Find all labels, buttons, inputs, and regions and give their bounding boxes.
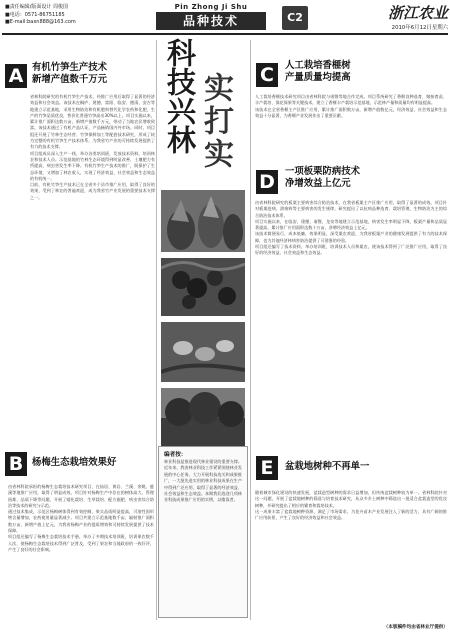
- header-rule: [2, 33, 448, 35]
- divider-vertical-right: [250, 40, 251, 620]
- issue-date: 2010年6月12日星期六: [391, 25, 448, 31]
- article-a-headline: [32, 62, 147, 86]
- phone-info: ■电话：0571-86751185: [5, 11, 65, 18]
- article-d-headline: [285, 166, 445, 190]
- feature-title-right: 实打实: [198, 72, 233, 171]
- page-number-badge: [282, 6, 308, 30]
- header-info-block: [5, 4, 125, 27]
- photo-bamboo-shoots: [161, 190, 245, 252]
- chestnut-forest-image: [161, 388, 245, 446]
- bamboo-shoots-image: [161, 190, 245, 252]
- article-c-body: 人工栽培香榧技术研究项目由省林科院与诸暨等地合作完成。项目系统研究了香榧良种选育、嫁接育苗、丰产栽培、保花保果等关键技术，建立了香榧丰产栽培示范基地，示范林产量和质量均有明显提高。 该技术在全省香榧主产区推广应用，累计推广面积数万亩，新增产值数亿元，经济效益、社会效益和生态效益十分显著，为香榧产业发展作出了重要贡献。: [255, 94, 447, 118]
- section-letter-b: B: [5, 452, 27, 476]
- photo-chestnut-forest: [161, 388, 245, 446]
- photo-torreya-nuts: [161, 322, 245, 382]
- page-number: C2: [287, 11, 303, 24]
- editor-note-body: 林业科技是推进现代林业建设的重要支撑。近年来，我省林业科技工作紧紧围绕林业发展的中心任务，大力开展科技攻关和成果推广，一大批先进实用的林业科技成果在生产中得到广泛应用，取得了显著的经济效益、社会效益和生态效益。本期我们选登几项林业科技成果推广应用的实例，以飨读者。: [164, 459, 242, 503]
- email-info: ■E-mail:baxn888@163.com: [5, 19, 76, 25]
- article-b-title: 杨梅生态栽培效果好: [32, 457, 117, 468]
- article-c-title-line2: 产量质量均提高: [285, 72, 351, 83]
- footer-source-note: （本版稿件均由省林业厅提供）: [383, 625, 448, 630]
- column-title: 品种技术: [156, 12, 266, 30]
- section-letter-e: E: [256, 456, 278, 480]
- torreya-nuts-image: [161, 322, 245, 382]
- column-banner: [156, 2, 266, 32]
- article-e-title: 盆栽地树种不再单一: [285, 461, 370, 472]
- editor-info: ■责任编辑/版面设计 周俊国: [5, 4, 68, 10]
- article-a-title-line2: 新增产值数千万元: [32, 74, 108, 85]
- article-e-body: 随着城市绿化建设的快速发展，盆栽造型树种的需求日益增加，但传统盆栽树种较为单一。省林科院针对这一问题，开展了盆栽地树种的筛选与培育技术研究，从众多乡土树种中筛选出一批适合盆栽造型的优良树种，并研究提出了相应的繁育和栽培技术。 这一成果丰富了盆栽地树种资源，满足了市场需求，为花卉苗木产业发展注入了新的活力，具有广阔的推广应用前景，产生了良好的经济效益和社会效益。: [255, 490, 447, 521]
- feature-title-left: 科技兴林: [163, 38, 197, 154]
- bayberry-image: [161, 258, 245, 316]
- editor-note-box: [158, 446, 248, 618]
- section-letter-d: D: [256, 170, 278, 194]
- paper-masthead: 浙江农业: [387, 4, 448, 22]
- article-d-body: 由省林科院研究的板栗主要病害综合防治技术，在我省板栗主产区推广应用，取得了显著的成效。项目针对板栗疫病、溃疡病等主要病害的发生规律，研究提出了以抗病品种选育、栽培管理、生物防治为主的综合防治技术体系。 项目实施以来，在临安、建德、诸暨、龙泉等地建立示范基地，病害发生率明显下降，板栗产量和品质显著提高。累计推广应用面积达数十万亩，净增经济效益上亿元。 该技术简便易行，成本低廉，效果明显，深受栗农欢迎，为我省板栗产业的健康发展提供了有力的技术保障，也为其他经济林病害防治提供了可借鉴的经验。 项目组还编写了技术资料，举办培训班，培训技术人员和栗农，使该技术得到了广泛推广应用，取得了良好的经济效益、社会效益和生态效益。: [255, 200, 447, 256]
- article-b-body: 由省林科院承担的杨梅生态栽培技术研究项目，在仙居、黄岩、兰溪、余姚、慈溪等地推广应用，取得了明显成效。项目针对杨梅生产中存在的树体高大、管理困难、品质下降等问题，开展了矮化栽培、生草栽培、配方施肥、病虫害综合防治等技术的研究与示范。 通过技术集成，示范区杨梅树体得到有效控制，果实品质明显提高，可溶性固形物含量增加，农药使用量显著减少。项目共建立示范基地数千亩，辐射推广面积数万亩，新增产值上亿元，为我省杨梅产业的提质增效和可持续发展提供了技术保障。 项目组还编写了杨梅生态栽培技术手册，举办了多期技术培训班，培训果农数千人次，使杨梅生态栽培技术得到广泛普及，受到了果农和当地政府的一致好评，产生了良好的社会影响。: [8, 484, 154, 552]
- article-a-title-line1: 有机竹笋生产技术: [32, 62, 108, 73]
- column-pinyin: Pin Zhong Ji Shu: [156, 2, 266, 12]
- article-d-title-line1: 一项板栗防病技术: [285, 166, 361, 177]
- section-letter-c: C: [256, 63, 278, 87]
- article-d-title-line2: 净增效益上亿元: [285, 178, 351, 189]
- article-a-body: 省林科院研究的有机竹笋生产技术，经推广应用后取得了显著的经济效益和社会效益。该技术在桐庐、建德、富阳、临安、德清、安吉等地建立示范基地，采用生物防治和有机肥料替代化学农药和化肥，生产的竹笋品质优良，售价比普通竹笋高出30%以上。项目实施以来，累计推广面积达数万亩，新增产值数千万元，带动了当地农民增收致富。该技术通过了有机产品认证，产品畅销国内外市场。同时，项目组还开展了竹林生态经营、竹笋保鲜加工等配套技术研究，形成了较为完整的有机竹笋生产技术体系，为我省竹产业的可持续发展提供了有力的技术支撑。 项目组成员深入生产一线，举办各类培训班，发放技术资料，培训林农和技术人员。示范基地的竹林生态环境得到明显改善，土壤肥力有所提高，病虫害发生率下降。有机竹笋生产技术的推广，既保护了生态环境，又增加了林农收入，实现了经济效益、社会效益和生态效益的有机统一。 目前，有机竹笋生产技术已在全省多个县市推广应用，取得了良好的效果，受到了林农的普遍欢迎，成为我省竹产业发展的重要技术支撑之一。: [30, 94, 155, 200]
- divider-vertical-left: [156, 40, 157, 620]
- article-c-title-line1: 人工栽培香榧树: [285, 60, 351, 71]
- section-letter-a: A: [5, 64, 27, 88]
- article-c-headline: [285, 60, 445, 84]
- photo-bayberry: [161, 258, 245, 316]
- editor-note-label: 编者按：: [164, 452, 187, 458]
